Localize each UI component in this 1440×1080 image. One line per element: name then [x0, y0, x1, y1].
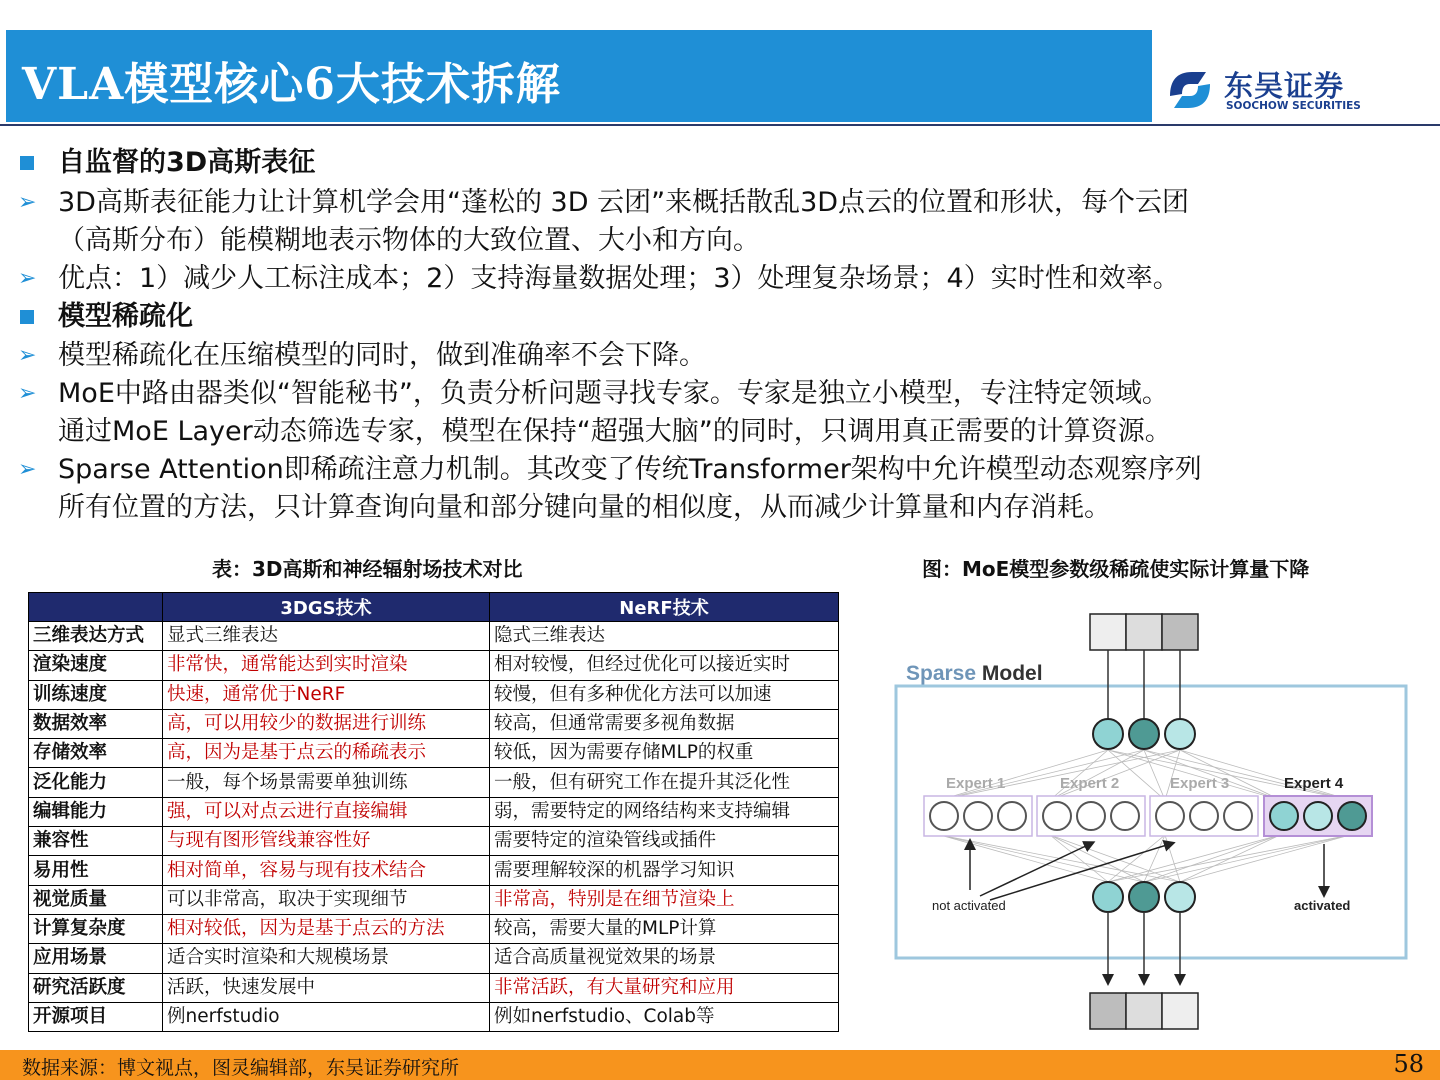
- bullet-text: 优点：1）减少人工标注成本；2）支持海量数据处理；3）处理复杂场景；4）实时性和效率。: [58, 263, 1180, 294]
- logo-subtitle: SOOCHOW SECURITIES: [1226, 100, 1361, 112]
- cell-3dgs: 与现有图形管线兼容性好: [163, 827, 490, 856]
- cell-nerf: 相对较慢，但经过优化可以接近实时: [490, 651, 839, 680]
- table-row: [29, 739, 839, 768]
- row-label: 数据效率: [29, 709, 163, 738]
- cell-nerf: 适合高质量视觉效果的场景: [490, 944, 839, 973]
- cell-3dgs: 高，可以用较少的数据进行训练: [163, 709, 490, 738]
- cell-3dgs: 可以非常高，取决于实现细节: [163, 885, 490, 914]
- cell-nerf: 需要理解较深的机器学习知识: [490, 856, 839, 885]
- logo-mark-icon: [1162, 62, 1218, 118]
- diagram-title: Sparse Model: [906, 662, 1043, 685]
- bullet-text: （高斯分布）能模糊地表示物体的大致位置、大小和方向。: [58, 225, 760, 256]
- cell-nerf: 例如nerfstudio、Colab等: [490, 1002, 839, 1031]
- row-label: 编辑能力: [29, 797, 163, 826]
- arrow-bullet-icon: ➢: [18, 190, 37, 215]
- row-label: 计算复杂度: [29, 914, 163, 943]
- bullet-text: 模型稀疏化在压缩模型的同时，做到准确率不会下降。: [58, 340, 706, 371]
- router-node: [1129, 719, 1159, 749]
- row-label: 训练速度: [29, 680, 163, 709]
- cell-nerf: 较慢，但有多种优化方法可以加速: [490, 680, 839, 709]
- data-source: 数据来源：博文视点，图灵编辑部，东吴证券研究所: [22, 1057, 460, 1079]
- cell-3dgs: 非常快，通常能达到实时渲染: [163, 651, 490, 680]
- row-label: 三维表达方式: [29, 622, 163, 651]
- table-header-3dgs: 3DGS技术: [163, 593, 490, 622]
- table-row: [29, 914, 839, 943]
- comparison-table: [28, 592, 839, 1032]
- table-row: [29, 827, 839, 856]
- cell-3dgs: 强，可以对点云进行直接编辑: [163, 797, 490, 826]
- cell-3dgs: 适合实时渲染和大规模场景: [163, 944, 490, 973]
- table-header-row: [29, 593, 839, 622]
- output-node: [1129, 882, 1159, 912]
- table-row: [29, 885, 839, 914]
- row-label: 视觉质量: [29, 885, 163, 914]
- arrow-bullet-icon: ➢: [18, 457, 37, 482]
- section-heading-gaussian: 自监督的3D高斯表征: [58, 147, 316, 178]
- cell-3dgs: 例nerfstudio: [163, 1002, 490, 1031]
- bullet-text: 所有位置的方法，只计算查询向量和部分键向量的相似度，从而减少计算量和内存消耗。: [58, 492, 1111, 523]
- table-row: [29, 944, 839, 973]
- output-node: [1093, 882, 1123, 912]
- table-header-empty: [29, 593, 163, 622]
- cell-3dgs: 一般，每个场景需要单独训练: [163, 768, 490, 797]
- table-row: [29, 1002, 839, 1031]
- table-row: [29, 768, 839, 797]
- cell-nerf: 需要特定的渲染管线或插件: [490, 827, 839, 856]
- arrow-bullet-icon: ➢: [18, 381, 37, 406]
- cell-3dgs: 高，因为是基于点云的稀疏表示: [163, 739, 490, 768]
- cell-nerf: 较高，需要大量的MLP计算: [490, 914, 839, 943]
- page-number: 58: [1393, 1050, 1424, 1078]
- cell-nerf: 较低，因为需要存储MLP的权重: [490, 739, 839, 768]
- output-node: [1165, 882, 1195, 912]
- table-row: [29, 856, 839, 885]
- logo: [1162, 62, 1372, 118]
- row-label: 存储效率: [29, 739, 163, 768]
- cell-nerf: 隐式三维表达: [490, 622, 839, 651]
- row-label: 研究活跃度: [29, 973, 163, 1002]
- cell-3dgs: 相对较低，因为是基于点云的方法: [163, 914, 490, 943]
- section-heading-sparsity: 模型稀疏化: [58, 301, 193, 332]
- cell-nerf: 非常活跃，有大量研究和应用: [490, 973, 839, 1002]
- expert-label: Expert 2: [1060, 775, 1120, 792]
- footer-bar: [0, 1050, 1440, 1080]
- expert-label: Expert 4: [1284, 775, 1344, 792]
- table-row: [29, 651, 839, 680]
- expert-label: Expert 3: [1170, 775, 1230, 792]
- figure-caption: 图：MoE模型参数级稀疏使实际计算量下降: [922, 557, 1310, 581]
- input-token-box: [1126, 614, 1162, 650]
- row-label: 兼容性: [29, 827, 163, 856]
- row-label: 泛化能力: [29, 768, 163, 797]
- activated-label: activated: [1294, 898, 1351, 913]
- not-activated-label: not activated: [932, 898, 1006, 913]
- square-bullet-icon: [20, 310, 34, 324]
- cell-3dgs: 相对简单，容易与现有技术结合: [163, 856, 490, 885]
- title-bar: [6, 30, 1152, 122]
- output-token-box: [1126, 993, 1162, 1029]
- input-token-box: [1162, 614, 1198, 650]
- bullet-text: Sparse Attention即稀疏注意力机制。其改变了传统Transformer架构中允许模型动态观察序列: [58, 454, 1202, 485]
- router-node: [1165, 719, 1195, 749]
- table-row: [29, 973, 839, 1002]
- header-divider: [0, 124, 1440, 126]
- router-node: [1093, 719, 1123, 749]
- table-body: [29, 622, 839, 1032]
- input-token-box: [1090, 614, 1126, 650]
- logo-name: 东吴证券: [1224, 69, 1345, 103]
- square-bullet-icon: [20, 156, 34, 170]
- row-label: 应用场景: [29, 944, 163, 973]
- table-row: [29, 622, 839, 651]
- row-label: 渲染速度: [29, 651, 163, 680]
- cell-3dgs: 显式三维表达: [163, 622, 490, 651]
- cell-nerf: 较高，但通常需要多视角数据: [490, 709, 839, 738]
- table-row: [29, 797, 839, 826]
- bullet-text: 3D高斯表征能力让计算机学会用“蓬松的 3D 云团”来概括散乱3D点云的位置和形状，每个云团: [58, 187, 1190, 218]
- cell-3dgs: 活跃，快速发展中: [163, 973, 490, 1002]
- cell-nerf: 非常高，特别是在细节渲染上: [490, 885, 839, 914]
- arrow-bullet-icon: ➢: [18, 266, 37, 291]
- output-token-box: [1090, 993, 1126, 1029]
- page-title: VLA模型核心6大技术拆解: [22, 59, 561, 110]
- moe-sparse-diagram: [880, 600, 1420, 1040]
- row-label: 开源项目: [29, 1002, 163, 1031]
- table-row: [29, 709, 839, 738]
- bullet-text: MoE中路由器类似“智能秘书”，负责分析问题寻找专家。专家是独立小模型，专注特定领域。: [58, 378, 1169, 409]
- cell-3dgs: 快速，通常优于NeRF: [163, 680, 490, 709]
- bullet-text: 通过MoE Layer动态筛选专家，模型在保持“超强大脑”的同时，只调用真正需要的计算资源。: [58, 416, 1172, 447]
- expert-label: Expert 1: [946, 775, 1006, 792]
- output-token-box: [1162, 993, 1198, 1029]
- row-label: 易用性: [29, 856, 163, 885]
- cell-nerf: 一般，但有研究工作在提升其泛化性: [490, 768, 839, 797]
- arrow-bullet-icon: ➢: [18, 343, 37, 368]
- table-caption: 表：3D高斯和神经辐射场技术对比: [212, 557, 523, 581]
- table-header-nerf: NeRF技术: [490, 593, 839, 622]
- cell-nerf: 弱，需要特定的网络结构来支持编辑: [490, 797, 839, 826]
- table-row: [29, 680, 839, 709]
